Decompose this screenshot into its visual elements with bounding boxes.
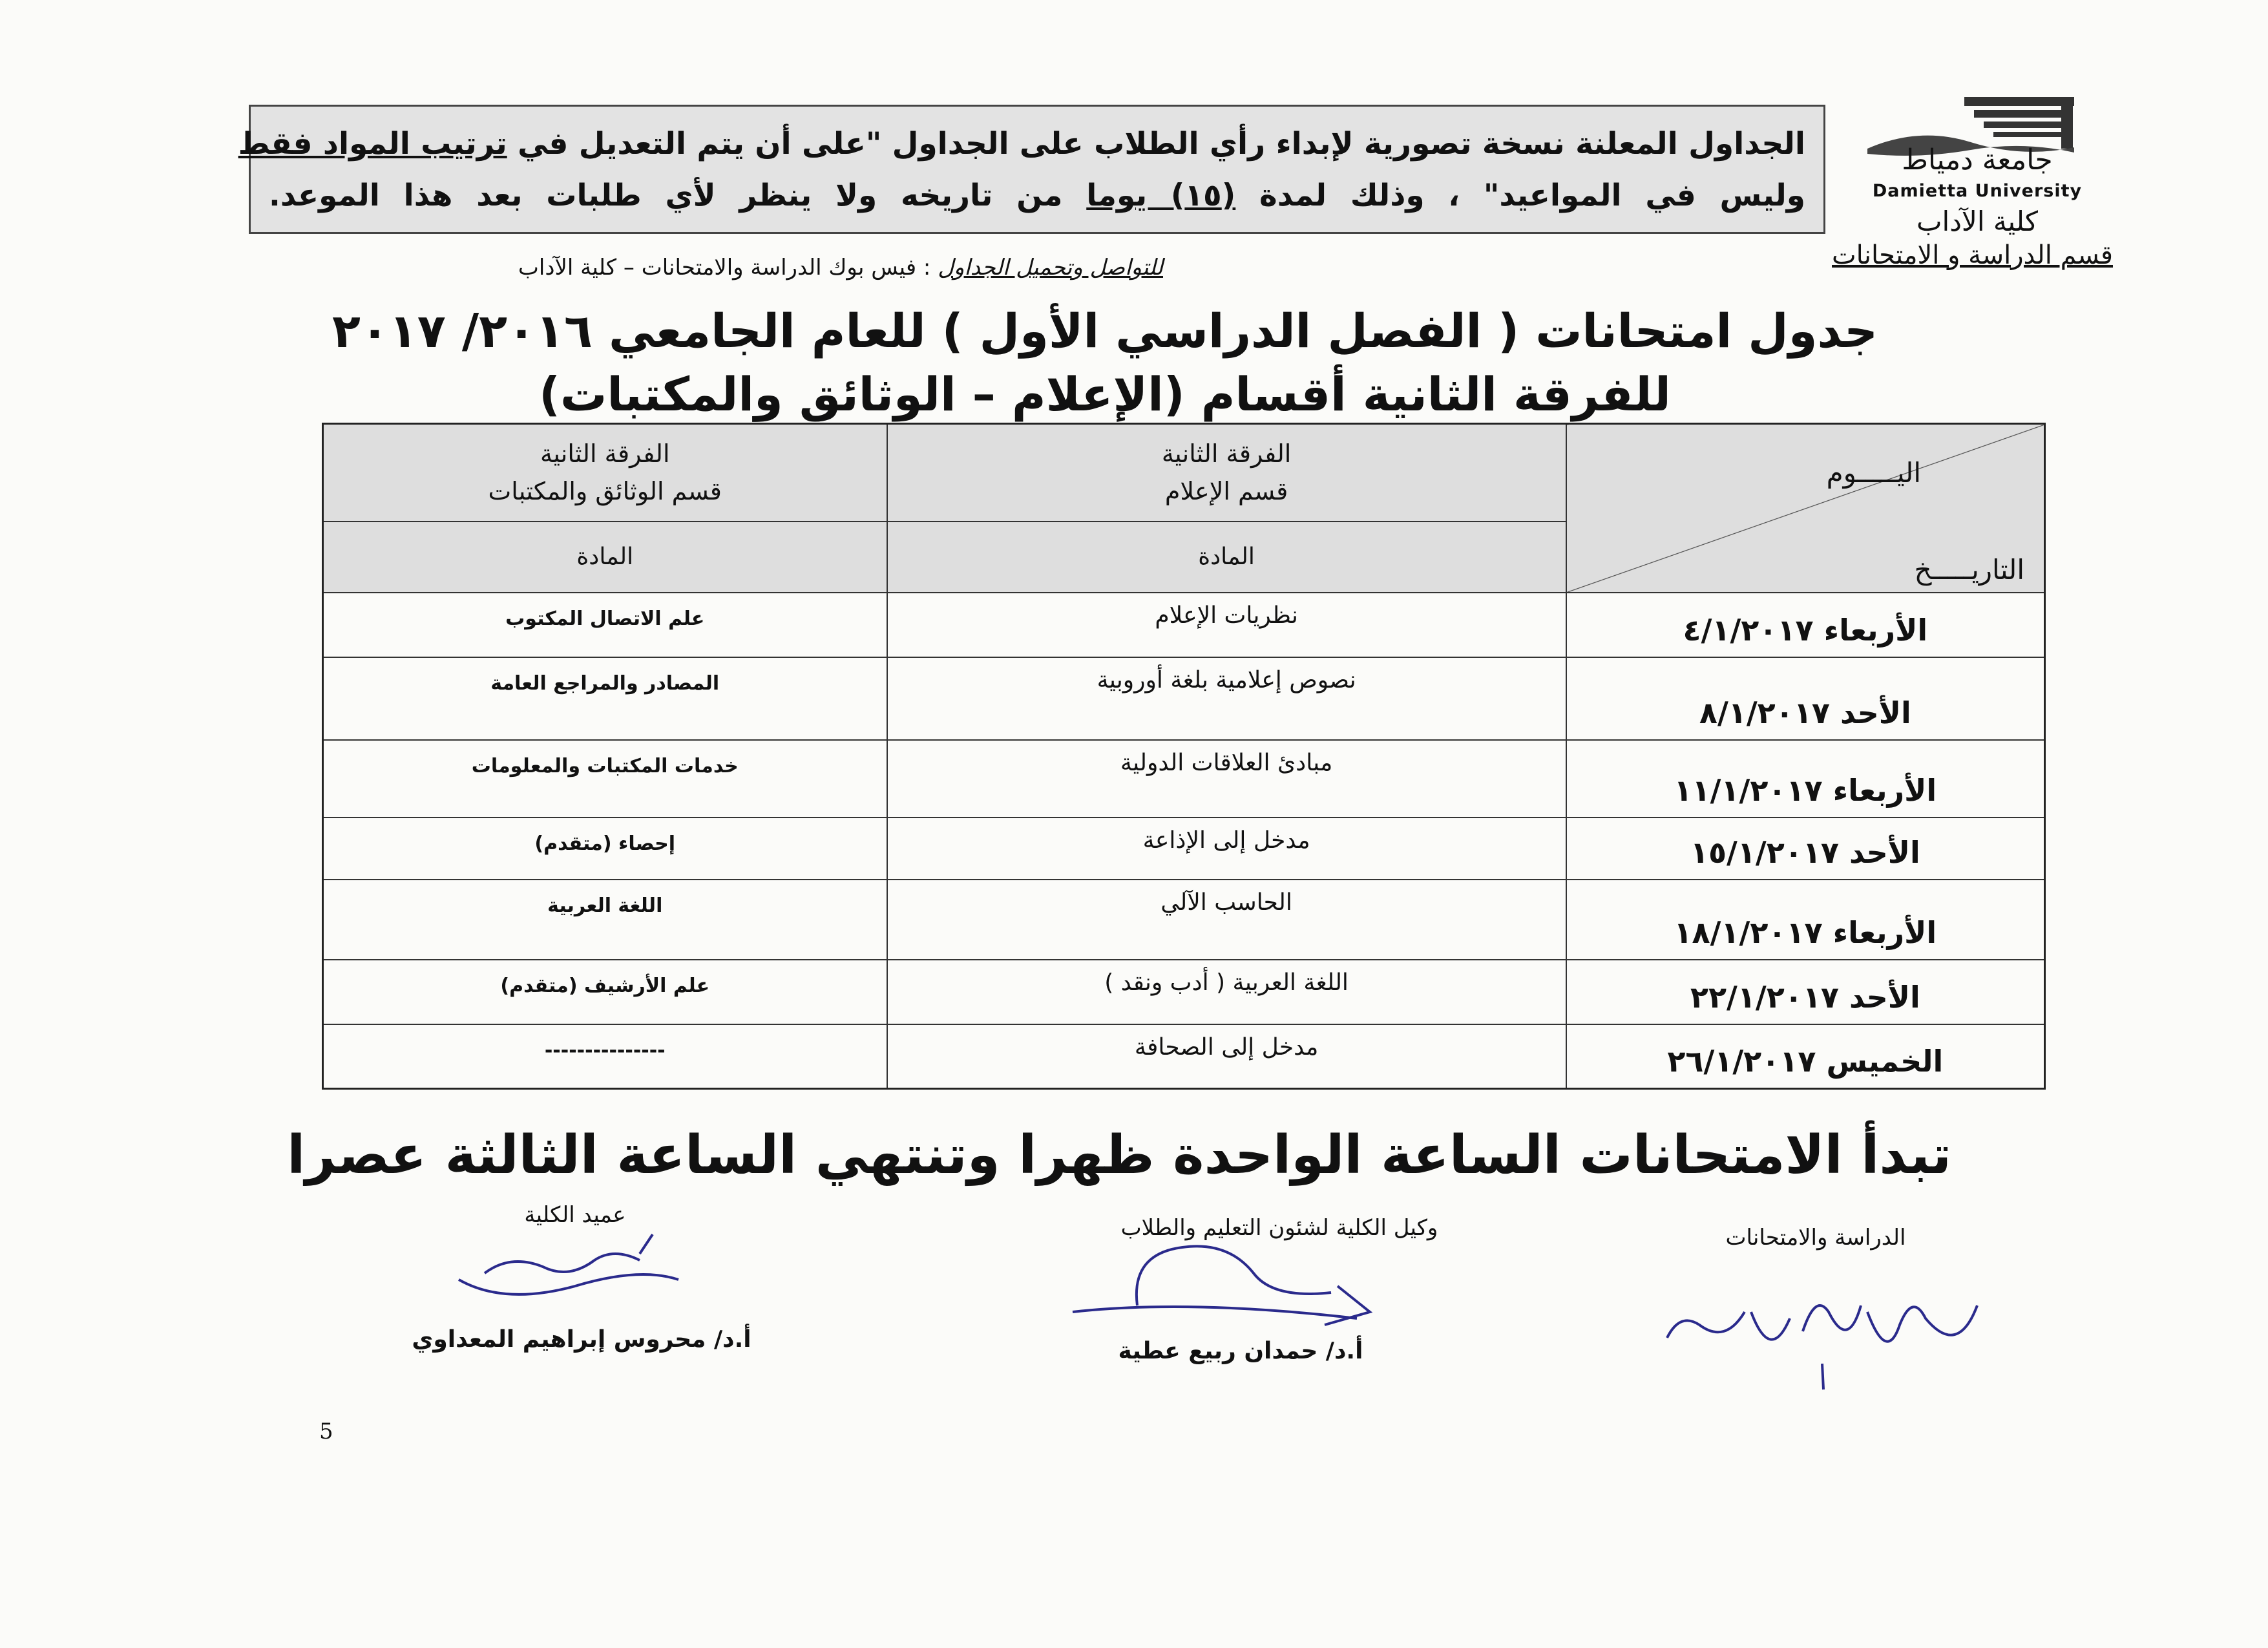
exam-date: الأحد ٢٢/١/٢٠١٧ bbox=[1566, 960, 2045, 1024]
media-department-header bbox=[887, 424, 1566, 522]
signatory-name-vice-dean: أ.د/ حمدان ربيع عطية bbox=[1118, 1338, 1363, 1364]
notice-line-2 bbox=[269, 170, 1805, 222]
notice-text: من تاريخه ولا ينظر لأي طلبات بعد هذا الموعد. bbox=[269, 178, 1087, 213]
university-logo bbox=[1861, 90, 2094, 194]
signatory-role-vice-dean: وكيل الكلية لشئون التعليم والطلاب bbox=[1120, 1215, 1438, 1241]
exam-date: الأحد ٨/١/٢٠١٧ bbox=[1566, 657, 2045, 740]
library-subject: المصادر والمراجع العامة bbox=[323, 657, 887, 740]
page-number: 5 bbox=[319, 1419, 333, 1444]
exam-date: الأربعاء ١١/١/٢٠١٧ bbox=[1566, 740, 2045, 818]
table-row bbox=[323, 657, 2045, 740]
day-date-header bbox=[1566, 424, 2045, 593]
library-subject-header: المادة bbox=[323, 522, 887, 593]
media-subject: نصوص إعلامية بلغة أوروبية bbox=[887, 657, 1566, 740]
signature-vice-dean bbox=[1060, 1228, 1396, 1344]
contact-line bbox=[336, 255, 1163, 280]
signatory-role-dean: عميد الكلية bbox=[524, 1202, 626, 1228]
library-department-header bbox=[323, 424, 887, 522]
media-subject: مدخل إلى الإذاعة bbox=[887, 818, 1566, 880]
library-subject: إحصاء (متقدم) bbox=[323, 818, 887, 880]
library-subject: --------------- bbox=[323, 1024, 887, 1089]
exam-schedule-table bbox=[322, 423, 2046, 1090]
media-subject: الحاسب الآلي bbox=[887, 880, 1566, 960]
exam-date: الأحد ١٥/١/٢٠١٧ bbox=[1566, 818, 2045, 880]
table-row bbox=[323, 960, 2045, 1024]
notice-box bbox=[238, 105, 1825, 234]
exam-date: الأربعاء ٤/١/٢٠١٧ bbox=[1566, 593, 2045, 657]
library-year-label: الفرقة الثانية bbox=[540, 439, 670, 469]
library-subject: علم الاتصال المكتوب bbox=[323, 593, 887, 657]
table-row bbox=[323, 880, 2045, 960]
table-row bbox=[323, 1024, 2045, 1089]
media-year-label: الفرقة الثانية bbox=[1161, 439, 1292, 469]
page-subtitle: للفرقة الثانية أقسام (الإعلام – الوثائق والمكتبات) bbox=[539, 367, 1671, 421]
media-subject: اللغة العربية ( أدب ونقد ) bbox=[887, 960, 1566, 1024]
table-row bbox=[323, 818, 2045, 880]
faculty-name: كلية الآداب bbox=[1916, 206, 2038, 237]
table-row bbox=[323, 740, 2045, 818]
exam-date: الخميس ٢٦/١/٢٠١٧ bbox=[1566, 1024, 2045, 1089]
exam-time-note: تبدأ الامتحانات الساعة الواحدة ظهرا وتنتهي الساعة الثالثة عصرا bbox=[287, 1125, 1951, 1186]
department-name: قسم الدراسة و الامتحانات bbox=[1832, 240, 2113, 270]
contact-label: للتواصل وتحميل الجداول bbox=[938, 255, 1163, 280]
signature-exams bbox=[1654, 1267, 1990, 1396]
signatory-name-dean: أ.د/ محروس إبراهيم المعداوي bbox=[412, 1326, 751, 1353]
library-subject: اللغة العربية bbox=[323, 880, 887, 960]
media-subject: نظريات الإعلام bbox=[887, 593, 1566, 657]
page-title: جدول امتحانات ( الفصل الدراسي الأول ) للعام الجامعي ٢٠١٦/ ٢٠١٧ bbox=[332, 304, 1878, 358]
media-subject-header: المادة bbox=[887, 522, 1566, 593]
signatory-role-exams: الدراسة والامتحانات bbox=[1725, 1225, 1906, 1251]
media-dept-label: قسم الإعلام bbox=[1164, 477, 1288, 506]
notice-emphasis: ترتيب المواد فقط bbox=[238, 126, 507, 162]
media-subject: مبادئ العلاقات الدولية bbox=[887, 740, 1566, 818]
library-dept-label: قسم الوثائق والمكتبات bbox=[488, 477, 722, 506]
notice-line-1 bbox=[238, 118, 1805, 170]
media-subject: مدخل إلى الصحافة bbox=[887, 1024, 1566, 1089]
exam-date: الأربعاء ١٨/١/٢٠١٧ bbox=[1566, 880, 2045, 960]
notice-text: وليس في المواعيد" ، وذلك لمدة bbox=[1235, 178, 1805, 213]
university-name-english: Damietta University bbox=[1872, 181, 2083, 201]
notice-text: الجداول المعلنة نسخة تصورية لإبداء رأي الطلاب على الجداول "على أن يتم التعديل في bbox=[507, 126, 1805, 162]
contact-value: : فيس بوك الدراسة والامتحانات – كلية الآداب bbox=[518, 255, 931, 280]
university-name-arabic: جامعة دمياط bbox=[1902, 143, 2053, 176]
library-subject: خدمات المكتبات والمعلومات bbox=[323, 740, 887, 818]
table-row bbox=[323, 593, 2045, 657]
signature-dean bbox=[446, 1228, 704, 1312]
notice-emphasis: (١٥) يوما bbox=[1086, 178, 1236, 213]
day-label: اليـــــوم bbox=[1826, 457, 1921, 489]
library-subject: علم الأرشيف (متقدم) bbox=[323, 960, 887, 1024]
date-label: التاريـــــخ bbox=[1914, 554, 2024, 586]
